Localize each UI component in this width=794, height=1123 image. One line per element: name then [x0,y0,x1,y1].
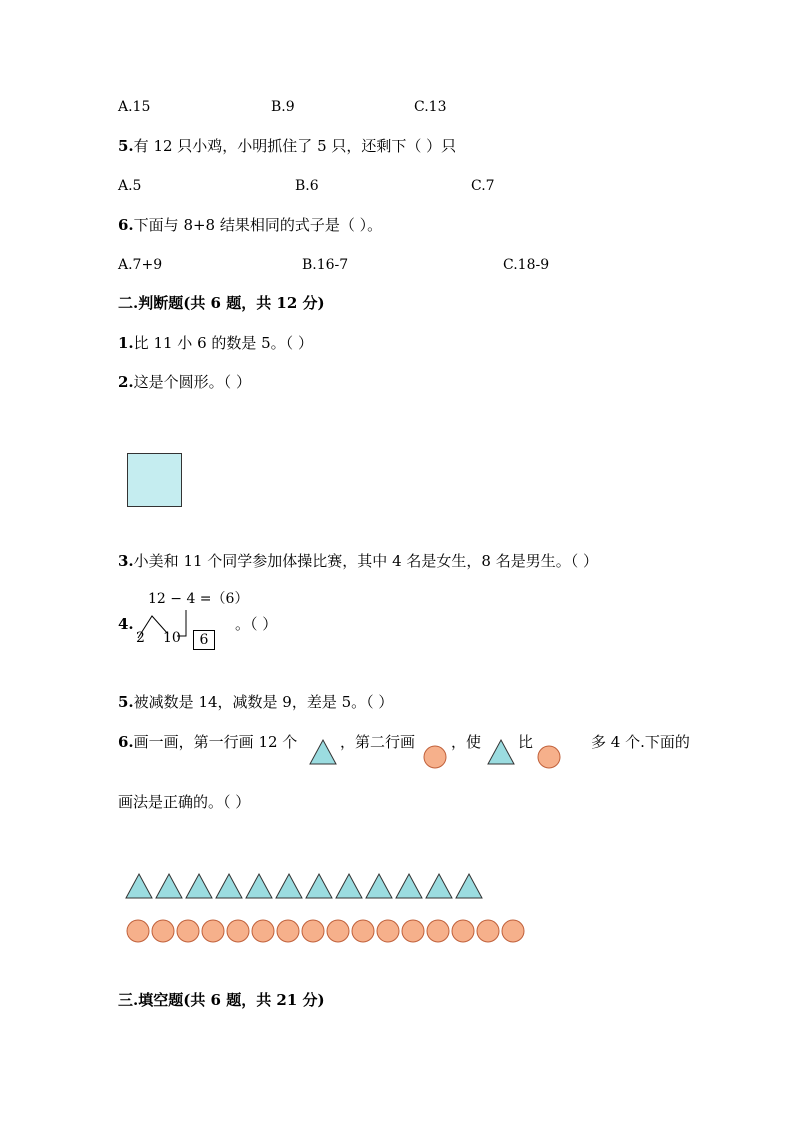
judge-6-part4: 比 [518,733,534,751]
triangle-icon [487,739,515,765]
circle-shape [302,920,324,942]
q5-number: 5. [118,137,134,155]
judge-5 [118,692,393,712]
circle-shape [402,920,424,942]
circle-shape [202,920,224,942]
circle-icon [423,745,447,769]
q6-question [118,215,382,235]
judge-4-tail: 。（ ） [235,615,278,633]
triangle-shape [306,874,332,898]
judge-2 [118,372,251,392]
circle-shape [427,920,449,942]
circle-shape [127,920,149,942]
q5-option-c: C.7 [471,178,495,194]
q5-text: 有 12 只小鸡，小明抓住了 5 只，还剩下（ ）只 [133,137,457,155]
judge-6-line2: 画法是正确的。（ ） [118,793,251,811]
judge-2-text: 这是个圆形。（ ） [133,373,251,391]
circle-shape [502,920,524,942]
circle-row [124,918,534,944]
q5-option-b: B.6 [295,178,319,194]
judge-5-number: 5. [118,693,134,711]
judge-6-part2: ，第二行画 [340,733,416,751]
circle-shape [452,920,474,942]
q6-option-c: C.18-9 [503,257,550,273]
circle-shape [377,920,399,942]
boxed-answer: 6 [193,630,215,650]
triangle-shape [396,874,422,898]
q4-option-b: B.9 [271,99,295,115]
triangle-shape [276,874,302,898]
split-left-number: 2 [136,630,145,646]
circle-shape [277,920,299,942]
triangle-shape [156,874,182,898]
circle-shape [327,920,349,942]
judge-6-part3: ，使 [451,733,482,751]
triangle-shape [426,874,452,898]
judge-6-part1: 6.画一画，第一行画 12 个 [118,733,298,751]
judge-5-text: 被减数是 14，减数是 9，差是 5。（ ） [133,693,394,711]
judge-1 [118,333,313,353]
q4-option-c: C.13 [414,99,447,115]
judge-4-equation: 12 − 4 =（6） [148,591,249,607]
judge-4-number: 4. [118,615,134,633]
triangle-shape [456,874,482,898]
triangle-shape [366,874,392,898]
circle-shape [352,920,374,942]
judge-3-text: 小美和 11 个同学参加体操比赛，其中 4 名是女生，8 名是男生。（ ） [133,552,598,570]
judge-2-number: 2. [118,373,134,391]
q6-option-b: B.16-7 [302,257,349,273]
circle-icon [537,745,561,769]
q6-number: 6. [118,216,134,234]
judge-3 [118,551,598,571]
judge-1-number: 1. [118,334,134,352]
triangle-shape [246,874,272,898]
circle-shape [252,920,274,942]
circle-shape [227,920,249,942]
q5-option-a: A.5 [118,178,142,194]
judge-6-number: 6. [118,733,134,751]
judge-1-text: 比 11 小 6 的数是 5。（ ） [133,334,313,352]
circle-shape [477,920,499,942]
triangle-shape [336,874,362,898]
square-shape [127,453,182,507]
triangle-row [124,872,494,902]
triangle-shape [126,874,152,898]
triangle-shape [216,874,242,898]
circle-shape [177,920,199,942]
circle-shape [152,920,174,942]
split-mid-number: 10 [163,630,181,646]
triangle-shape [186,874,212,898]
judge-3-number: 3. [118,552,134,570]
q4-option-a: A.15 [118,99,151,115]
judge-6-part5: 多 4 个.下面的 [591,733,690,751]
triangle-icon [309,739,337,765]
q5-question [118,136,456,156]
q6-option-a: A.7+9 [118,257,163,273]
q6-text: 下面与 8+8 结果相同的式子是（ ）。 [133,216,383,234]
section-3-title: 三.填空题(共 6 题，共 21 分) [118,991,325,1009]
section-2-title: 二.判断题(共 6 题，共 12 分) [118,294,325,312]
